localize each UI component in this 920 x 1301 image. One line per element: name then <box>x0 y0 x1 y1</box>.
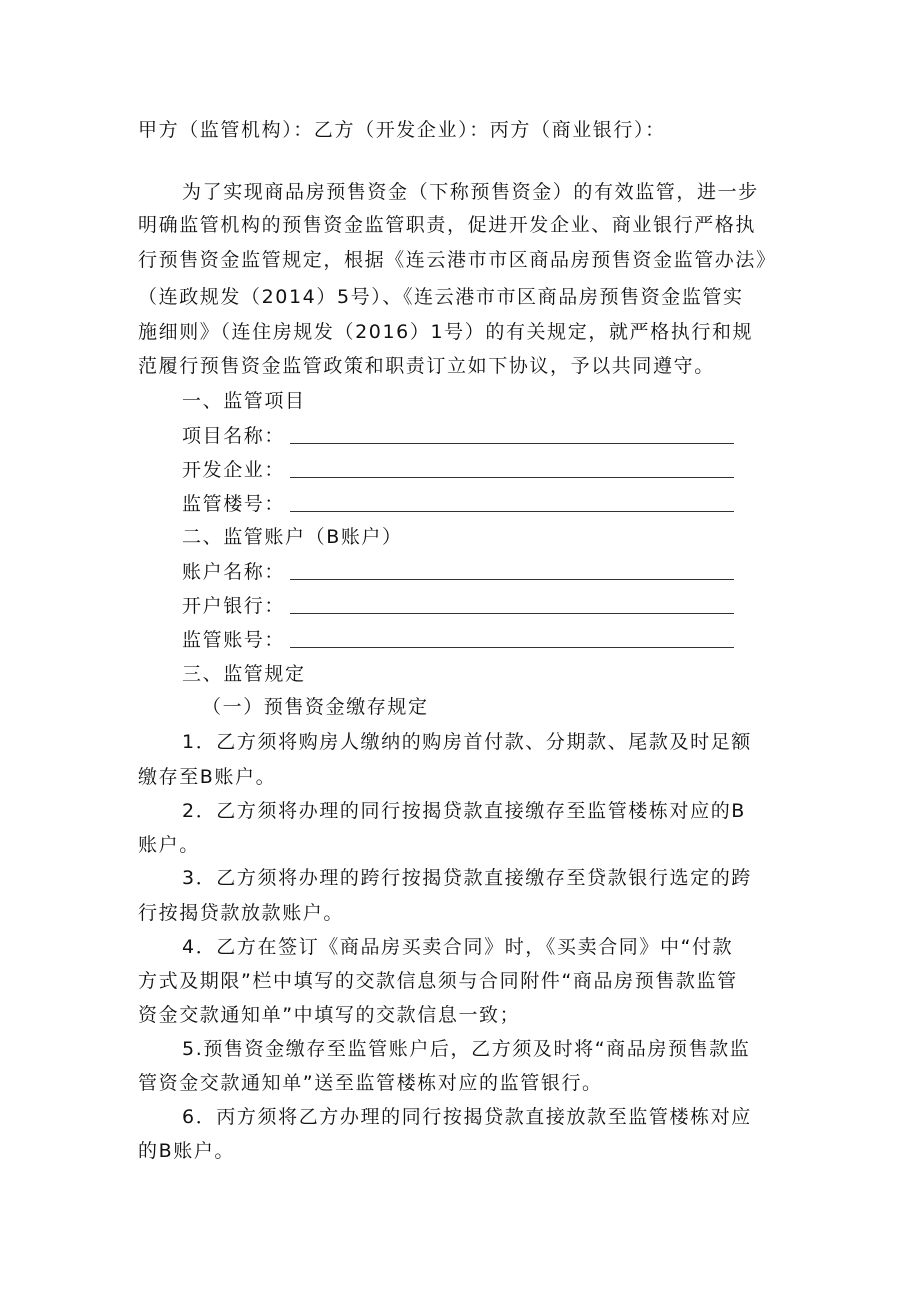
intro-line: 范履行预售资金监管政策和职责订立如下协议，予以共同遵守。 <box>138 355 715 377</box>
clause-line: 1．乙方须将购房人缴纳的购房首付款、分期款、尾款及时足额 <box>182 731 752 753</box>
field-label-developer: 开发企业： <box>182 459 286 481</box>
field-label-bank: 开户银行： <box>182 595 286 617</box>
clause-line: 的B账户。 <box>138 1140 236 1162</box>
clause-line: 2．乙方须将办理的同行按揭贷款直接缴存至监管楼栋对应的B <box>182 800 746 822</box>
parties-line: 甲方（监管机构）：乙方（开发企业）：丙方（商业银行）： <box>138 119 666 141</box>
clause-line: 4．乙方在签订《商品房买卖合同》时，《买卖合同》中“付款 <box>182 936 734 958</box>
intro-line: 明确监管机构的预售资金监管职责，促进开发企业、商业银行严格执 <box>138 214 757 236</box>
fill-in-line <box>290 511 734 512</box>
fill-in-line <box>290 443 734 444</box>
fill-in-line <box>290 477 734 478</box>
field-label-account-name: 账户名称： <box>182 561 286 583</box>
clause-line: 账户。 <box>138 834 200 856</box>
clause-line: 3．乙方须将办理的跨行按揭贷款直接缴存至贷款银行选定的跨 <box>182 867 752 889</box>
intro-line: 为了实现商品房预售资金（下称预售资金）的有效监管，进一步 <box>182 181 759 203</box>
clause-line: 5.预售资金缴存至监管账户后，乙方须及时将“商品房预售款监 <box>182 1038 751 1060</box>
section-title: 二、监管账户（B账户） <box>182 526 403 548</box>
clause-line: 行按揭贷款放款账户。 <box>138 902 345 924</box>
fill-in-line <box>290 647 734 648</box>
intro-line: （连政规发（2014）5号）、《连云港市市区商品房预售资金监管实 <box>138 286 744 308</box>
section-title: 一、监管项目 <box>182 390 306 412</box>
section-title: 三、监管规定 <box>182 663 306 685</box>
fill-in-line <box>290 579 734 580</box>
clause-line: 6．丙方须将乙方办理的同行按揭贷款直接放款至监管楼栋对应 <box>182 1106 752 1128</box>
subsection-title: （一）预售资金缴存规定 <box>202 696 429 718</box>
clause-line: 管资金交款通知单”送至监管楼栋对应的监管银行。 <box>138 1072 603 1094</box>
clause-line: 方式及期限”栏中填写的交款信息须与合同附件“商品房预售款监管 <box>138 970 738 992</box>
intro-line: 行预售资金监管规定，根据《连云港市市区商品房预售资金监管办法》 <box>138 249 777 271</box>
clause-line: 资金交款通知单”中填写的交款信息一致； <box>138 1004 521 1026</box>
field-label-building-number: 监管楼号： <box>182 493 286 515</box>
fill-in-line <box>290 613 734 614</box>
field-label-project-name: 项目名称： <box>182 425 286 447</box>
field-label-account-number: 监管账号： <box>182 629 286 651</box>
clause-line: 缴存至B账户。 <box>138 766 277 788</box>
intro-line: 施细则》（连住房规发（2016）1号）的有关规定，就严格执行和规 <box>138 321 754 343</box>
